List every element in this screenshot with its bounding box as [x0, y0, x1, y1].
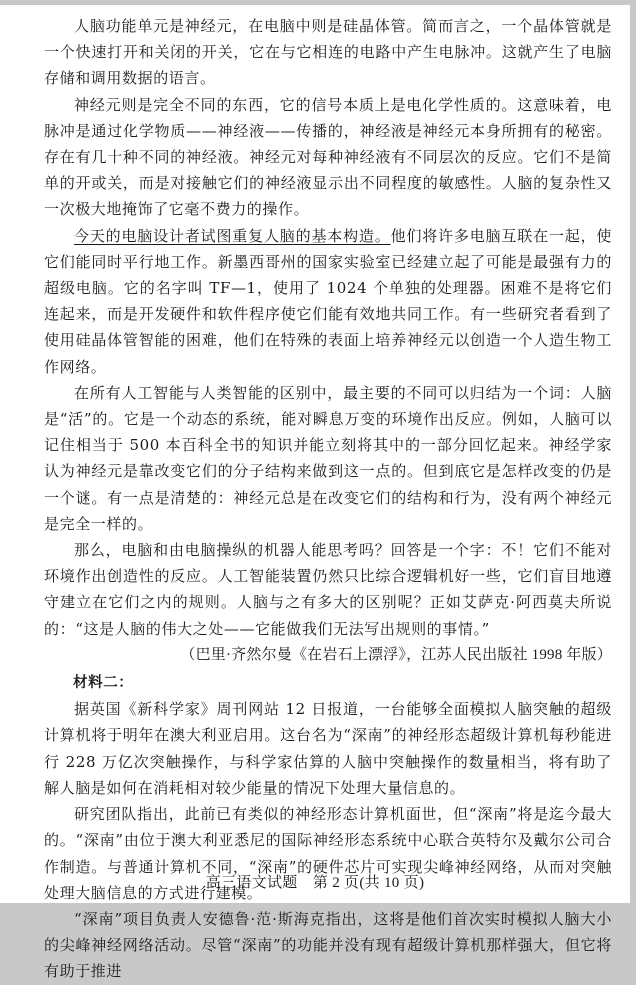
paragraph: 神经元则是完全不同的东西，它的信号本质上是电化学性质的。这意味着，电脉冲是通过化学物质——神经液——传播的，神经液是神经元本身所拥有的秘密。存在有几十种不同的神经液。神经元对每种神经液有不同层次的反应。它们不是简单的开或关，而是对接触它们的神经液显示出不同程度的敏感性。人脑的复杂性又一次极大地掩饰了它毫不费力的操作。 [44, 95, 612, 219]
page-footer: 高三语文试题 第 2 页(共 10 页) [205, 875, 425, 891]
paragraph [44, 223, 612, 380]
paragraph: “深南”项目负责人安德鲁·范·斯海克指出，这将是他们首次实时模拟人脑大小的尖峰神经网络活动。尽管“深南”的功能并没有现有超级计算机那样强大，但它将有助于推进 [44, 909, 612, 981]
paragraph: 据英国《新科学家》周刊网站 12 日报道，一台能够全面模拟人脑突触的超级计算机将于明年在澳大利亚启用。这台名为“深南”的神经形态超级计算机每秒能进行 228 万亿次突触操作，与科学家估算的人脑中突触操作的数量相当，将有助了解人脑是如何在消耗相对较少能量的情况下处理大量信息的。 [44, 700, 612, 797]
page-content [44, 13, 612, 985]
paragraph: 研究团队指出，此前已有类似的神经形态计算机面世，但“深南”将是迄今最大的。“深南”由位于澳大利亚悉尼的国际神经形态系统中心联合英特尔及戴尔公司合作制造。与普通计算机不同，“深南”的硬件芯片可实现尖峰神经网络，从而对突触处理大脑信息的方式进行建模。 [44, 805, 612, 902]
paragraph: 在所有人工智能与人类智能的区别中，最主要的不同可以归结为一个词：人脑是“活”的。它是一个动态的系统，能对瞬息万变的环境作出反应。例如，人脑可以记住相当于 500 本百科全书的知识并能立刻将其中的一部分回忆起来。神经学家认为神经元是靠改变它们的分子结构来做到这一点的。但到底它是怎样改变的仍是一个谜。有一点是清楚的：神经元总是在改变它们的结构和行为，没有两个神经元是完全一样的。 [44, 383, 612, 533]
underlined-sentence: 今天的电脑设计者试图重复人脑的基本构造。 [74, 226, 391, 245]
paragraph: 那么，电脑和由电脑操纵的机器人能思考吗？回答是一个字：不！它们不能对环境作出创造性的反应。人工智能装置仍然只比综合逻辑机好一些，它们盲目地遵守建立在它们之内的规则。人脑与之有多大的区别呢？正如艾萨克·阿西莫夫所说的：“这是人脑的伟大之处——它能做我们无法写出规则的事情。” [44, 541, 612, 638]
source-citation: （巴里·齐然尔曼《在岩石上漂浮》，江苏人民出版社 1998 年版） [180, 646, 612, 663]
paragraph: 人脑功能单元是神经元，在电脑中则是硅晶体管。简而言之，一个晶体管就是一个快速打开和关闭的开关，它在与它相连的电路中产生电脉冲。这就产生了电脑存储和调用数据的语言。 [44, 17, 612, 88]
paragraph-text: 他们将许多电脑互联在一起，使它们能同时平行地工作。新墨西哥州的国家实验室已经建立起了可能是最强有力的超级电脑。它的名字叫 TF—1，使用了 1024 个单独的处理器。困难不是将它们连起来，而是开发硬件和软件程序使它们能有效地共同工作。有一些研究者看到了使用硅晶体管智能的困难，他们在特殊的表面上培养神经元以创造一个人造生物工作网络。 [44, 226, 612, 376]
section-heading: 材料二： [73, 675, 134, 692]
exam-page [0, 5, 630, 981]
